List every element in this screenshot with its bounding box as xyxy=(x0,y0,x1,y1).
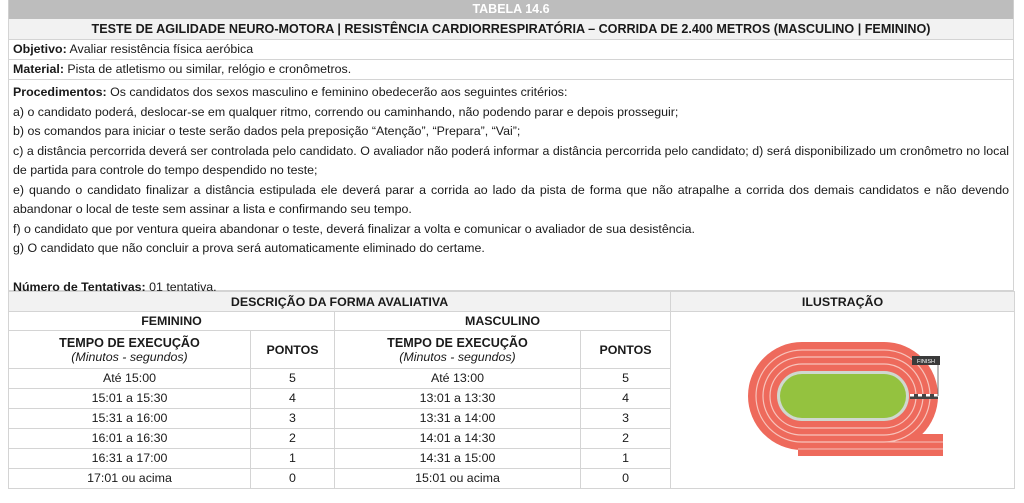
scoring-table-document xyxy=(8,0,1014,489)
procedimento-item-g: g) O candidato que não concluir a prova será automaticamente eliminado do certame. xyxy=(13,241,485,255)
procedimento-item-f: f) o candidato que por ventura queira abandonar o teste, deverá finalizar a volta e comunicar o avaliador de sua desistência. xyxy=(13,221,695,236)
table-row: 17:01 ou acima 0 15:01 ou acima 0 xyxy=(9,469,1015,489)
running-track-icon xyxy=(738,334,948,464)
illustration-header: ILUSTRAÇÃO xyxy=(671,292,1015,312)
procedimentos-label: Procedimentos: xyxy=(13,85,107,99)
procedimento-item-a: a) o candidato poderá, deslocar-se em qualquer ritmo, correndo ou caminhando, não podendo parar e depois prosseguir; xyxy=(13,104,679,119)
table-row: 15:01 a 15:30 4 13:01 a 13:30 4 xyxy=(9,389,1015,409)
masculino-header: MASCULINO xyxy=(335,312,671,331)
objetivo-text: Avaliar resistência física aeróbica xyxy=(66,42,254,56)
material-label: Material: xyxy=(13,62,64,76)
procedimentos-block xyxy=(8,80,1014,294)
svg-text:FINISH: FINISH xyxy=(916,358,935,365)
feminino-header: FEMININO xyxy=(9,312,335,331)
spacer xyxy=(13,259,1009,278)
tentativas-text: 01 tentativa. xyxy=(145,279,217,294)
feminino-points-header: PONTOS xyxy=(251,331,335,369)
procedimento-item-c: c) a distância percorrida deverá ser controlada pelo candidato. O avaliador não poderá informar a distância percorrida pelo candidato; d) será disponibilizado um cronômetro no local de partida para controle do tempo despendido no teste; xyxy=(13,143,1009,177)
table-row: 16:31 a 17:00 1 14:31 a 15:00 1 xyxy=(9,449,1015,469)
table-number: TABELA 14.6 xyxy=(8,0,1014,19)
table-row: 16:01 a 16:30 2 14:01 a 14:30 2 xyxy=(9,429,1015,449)
masculino-points-header: PONTOS xyxy=(581,331,671,369)
feminino-time-header: TEMPO DE EXECUÇÃO (Minutos - segundos) xyxy=(9,331,251,369)
objetivo-row xyxy=(8,40,1014,60)
evaluation-table xyxy=(8,291,1015,489)
procedimento-item-b: b) os comandos para iniciar o teste serão dados pela preposição “Atenção”, “Prepara”, “Vai”; xyxy=(13,124,521,138)
table-row: 15:31 a 16:00 3 13:31 a 14:00 3 xyxy=(9,409,1015,429)
illustration-cell xyxy=(671,312,1015,489)
procedimento-item-e: e) quando o candidato finalizar a distância estipulada ele deverá parar a corrida ao lado da pista de forma que não atrapalhe a corrida dos demais candidatos e não devendo abandonar o local de teste sem assinar a lista e confirmando seu tempo. xyxy=(13,182,1009,216)
objetivo-label: Objetivo: xyxy=(13,42,67,56)
section-header: DESCRIÇÃO DA FORMA AVALIATIVA xyxy=(9,292,671,312)
procedimentos-intro: Procedimentos: Os candidatos dos sexos masculino e feminino obedecerão aos seguintes critérios: xyxy=(13,85,568,99)
material-text: Pista de atletismo ou similar, relógio e cronômetros. xyxy=(63,62,352,76)
masculino-time-header: TEMPO DE EXECUÇÃO (Minutos - segundos) xyxy=(335,331,581,369)
table-row: Até 15:00 5 Até 13:00 5 xyxy=(9,369,1015,389)
table-title: TESTE DE AGILIDADE NEURO-MOTORA | RESISTÊNCIA CARDIORRESPIRATÓRIA – CORRIDA DE 2.400 METROS (MASCULINO | FEMININO) xyxy=(8,19,1014,40)
tentativas-label: Número de Tentativas: xyxy=(13,279,146,294)
material-row xyxy=(8,60,1014,80)
